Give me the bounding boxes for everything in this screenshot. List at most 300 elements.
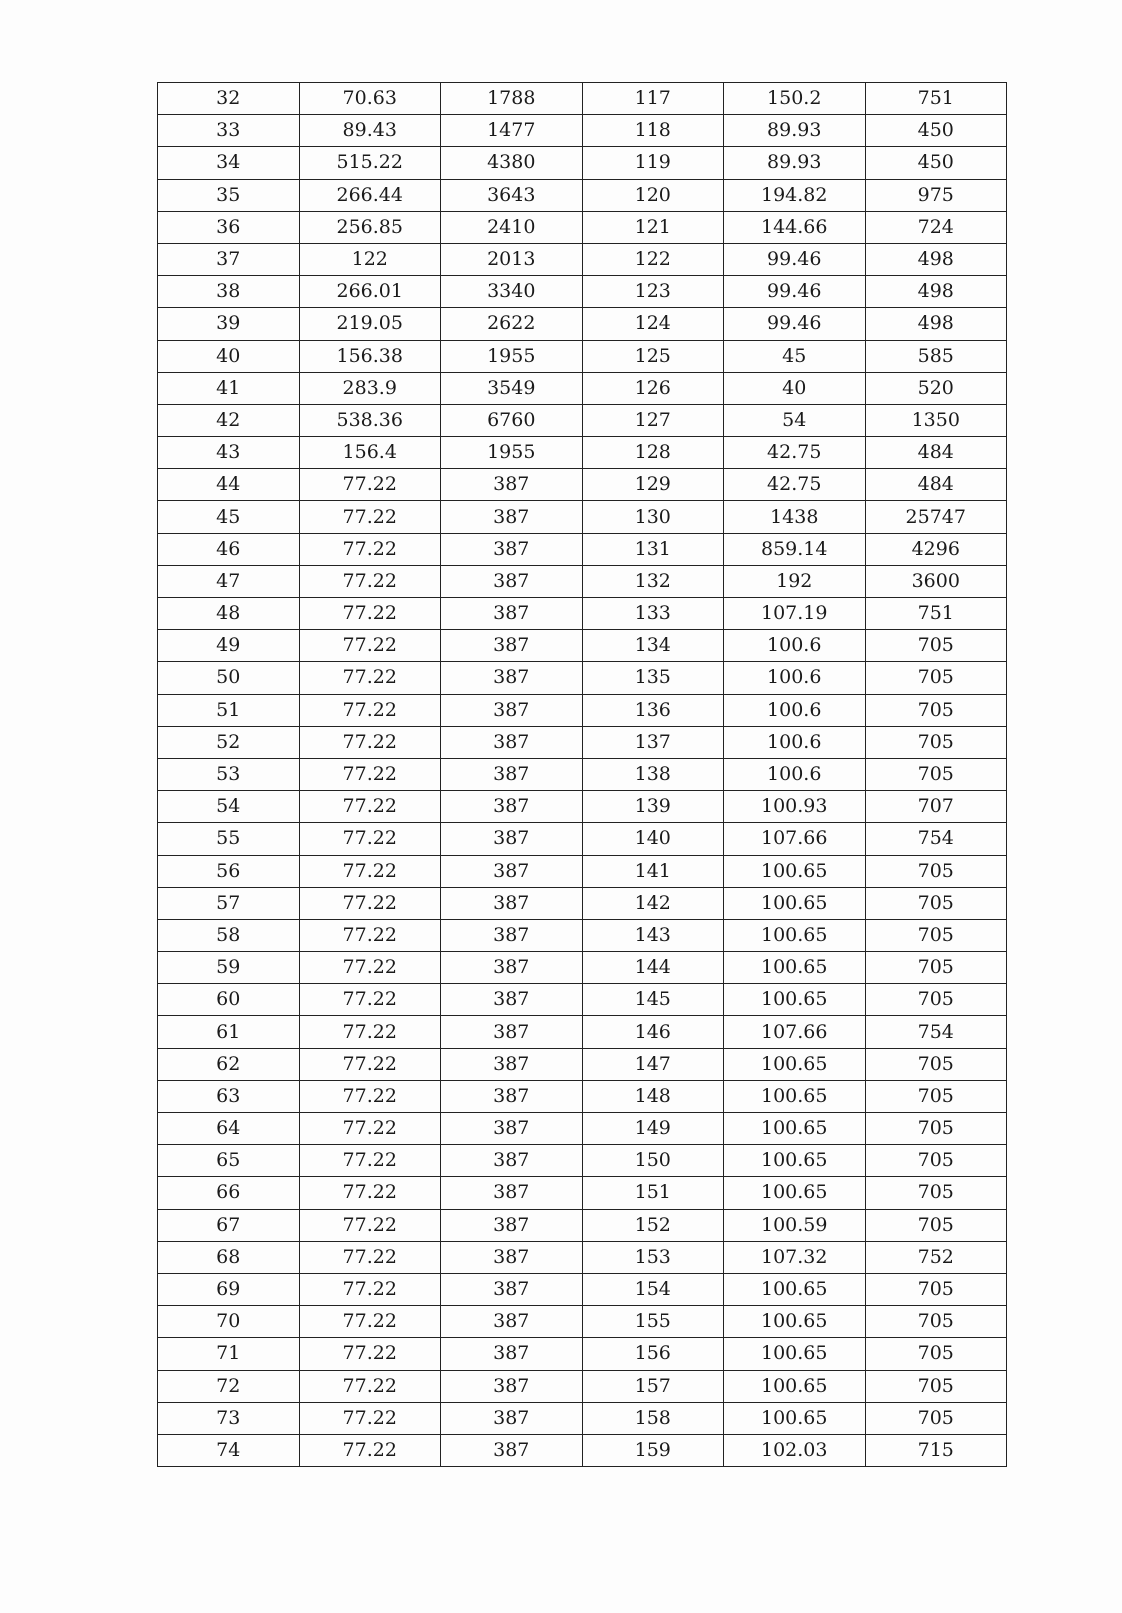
table-cell: 705 bbox=[865, 1306, 1007, 1338]
table-cell: 2013 bbox=[441, 243, 583, 275]
table-cell: 4296 bbox=[865, 533, 1007, 565]
table-cell: 266.01 bbox=[299, 276, 441, 308]
table-row bbox=[158, 758, 1007, 790]
table-cell: 387 bbox=[441, 1402, 583, 1434]
table-cell: 1955 bbox=[441, 437, 583, 469]
table-cell: 705 bbox=[865, 1273, 1007, 1305]
table-cell: 387 bbox=[441, 1209, 583, 1241]
table-cell: 77.22 bbox=[299, 1273, 441, 1305]
table-cell: 70.63 bbox=[299, 83, 441, 115]
table-cell: 89.93 bbox=[724, 115, 866, 147]
table-cell: 77.22 bbox=[299, 1306, 441, 1338]
table-cell: 89.93 bbox=[724, 147, 866, 179]
table-cell: 45 bbox=[158, 501, 300, 533]
table-cell: 122 bbox=[582, 243, 724, 275]
table-cell: 77.22 bbox=[299, 1241, 441, 1273]
table-cell: 387 bbox=[441, 919, 583, 951]
table-cell: 100.6 bbox=[724, 694, 866, 726]
table-cell: 72 bbox=[158, 1370, 300, 1402]
table-row bbox=[158, 694, 1007, 726]
table-cell: 100.65 bbox=[724, 919, 866, 951]
table-cell: 194.82 bbox=[724, 179, 866, 211]
table-cell: 135 bbox=[582, 662, 724, 694]
table-cell: 71 bbox=[158, 1338, 300, 1370]
table-cell: 77.22 bbox=[299, 662, 441, 694]
table-cell: 387 bbox=[441, 662, 583, 694]
table-cell: 387 bbox=[441, 1434, 583, 1466]
table-row bbox=[158, 1177, 1007, 1209]
table-cell: 724 bbox=[865, 211, 1007, 243]
table-cell: 387 bbox=[441, 1080, 583, 1112]
table-cell: 156 bbox=[582, 1338, 724, 1370]
table-cell: 133 bbox=[582, 598, 724, 630]
table-cell: 48 bbox=[158, 598, 300, 630]
table-cell: 77.22 bbox=[299, 1080, 441, 1112]
table-row bbox=[158, 1306, 1007, 1338]
table-cell: 122 bbox=[299, 243, 441, 275]
table-cell: 387 bbox=[441, 533, 583, 565]
table-row bbox=[158, 243, 1007, 275]
table-cell: 77.22 bbox=[299, 758, 441, 790]
table-cell: 538.36 bbox=[299, 404, 441, 436]
table-row bbox=[158, 501, 1007, 533]
table-cell: 155 bbox=[582, 1306, 724, 1338]
table-cell: 6760 bbox=[441, 404, 583, 436]
table-cell: 752 bbox=[865, 1241, 1007, 1273]
table-row bbox=[158, 147, 1007, 179]
table-cell: 158 bbox=[582, 1402, 724, 1434]
table-cell: 266.44 bbox=[299, 179, 441, 211]
table-row bbox=[158, 1048, 1007, 1080]
table-cell: 77.22 bbox=[299, 1113, 441, 1145]
table-cell: 45 bbox=[724, 340, 866, 372]
table-cell: 142 bbox=[582, 887, 724, 919]
table-cell: 39 bbox=[158, 308, 300, 340]
data-table bbox=[157, 82, 1007, 1467]
table-cell: 77.22 bbox=[299, 1338, 441, 1370]
table-row bbox=[158, 952, 1007, 984]
table-cell: 705 bbox=[865, 855, 1007, 887]
table-cell: 40 bbox=[724, 372, 866, 404]
table-cell: 100.6 bbox=[724, 726, 866, 758]
table-cell: 77.22 bbox=[299, 630, 441, 662]
table-cell: 60 bbox=[158, 984, 300, 1016]
table-cell: 143 bbox=[582, 919, 724, 951]
table-cell: 130 bbox=[582, 501, 724, 533]
table-cell: 40 bbox=[158, 340, 300, 372]
table-cell: 46 bbox=[158, 533, 300, 565]
table-cell: 137 bbox=[582, 726, 724, 758]
table-cell: 1955 bbox=[441, 340, 583, 372]
table-cell: 100.65 bbox=[724, 1306, 866, 1338]
table-row bbox=[158, 791, 1007, 823]
table-row bbox=[158, 1145, 1007, 1177]
table-cell: 117 bbox=[582, 83, 724, 115]
table-cell: 387 bbox=[441, 694, 583, 726]
table-cell: 150.2 bbox=[724, 83, 866, 115]
table-cell: 77.22 bbox=[299, 501, 441, 533]
table-cell: 53 bbox=[158, 758, 300, 790]
table-cell: 387 bbox=[441, 1177, 583, 1209]
table-cell: 123 bbox=[582, 276, 724, 308]
table-cell: 1350 bbox=[865, 404, 1007, 436]
table-cell: 4380 bbox=[441, 147, 583, 179]
table-cell: 100.65 bbox=[724, 1177, 866, 1209]
table-cell: 128 bbox=[582, 437, 724, 469]
table-cell: 36 bbox=[158, 211, 300, 243]
table-cell: 77.22 bbox=[299, 1209, 441, 1241]
table-body bbox=[158, 83, 1007, 1467]
table-row bbox=[158, 1080, 1007, 1112]
table-cell: 77.22 bbox=[299, 1145, 441, 1177]
table-cell: 705 bbox=[865, 1080, 1007, 1112]
table-cell: 54 bbox=[158, 791, 300, 823]
table-row bbox=[158, 726, 1007, 758]
table-cell: 136 bbox=[582, 694, 724, 726]
table-cell: 705 bbox=[865, 952, 1007, 984]
table-cell: 77.22 bbox=[299, 984, 441, 1016]
table-cell: 387 bbox=[441, 823, 583, 855]
table-cell: 705 bbox=[865, 758, 1007, 790]
table-cell: 498 bbox=[865, 276, 1007, 308]
table-cell: 1788 bbox=[441, 83, 583, 115]
table-cell: 66 bbox=[158, 1177, 300, 1209]
table-cell: 124 bbox=[582, 308, 724, 340]
table-cell: 3643 bbox=[441, 179, 583, 211]
table-row bbox=[158, 83, 1007, 115]
table-cell: 77.22 bbox=[299, 887, 441, 919]
table-cell: 2410 bbox=[441, 211, 583, 243]
table-cell: 33 bbox=[158, 115, 300, 147]
table-cell: 107.66 bbox=[724, 1016, 866, 1048]
table-cell: 67 bbox=[158, 1209, 300, 1241]
table-cell: 100.65 bbox=[724, 887, 866, 919]
table-row bbox=[158, 1241, 1007, 1273]
table-cell: 387 bbox=[441, 565, 583, 597]
table-cell: 387 bbox=[441, 469, 583, 501]
table-cell: 159 bbox=[582, 1434, 724, 1466]
table-cell: 56 bbox=[158, 855, 300, 887]
table-cell: 57 bbox=[158, 887, 300, 919]
table-cell: 134 bbox=[582, 630, 724, 662]
table-row bbox=[158, 1209, 1007, 1241]
table-cell: 149 bbox=[582, 1113, 724, 1145]
table-cell: 387 bbox=[441, 1241, 583, 1273]
table-cell: 387 bbox=[441, 855, 583, 887]
table-cell: 146 bbox=[582, 1016, 724, 1048]
table-cell: 49 bbox=[158, 630, 300, 662]
table-cell: 77.22 bbox=[299, 598, 441, 630]
table-cell: 55 bbox=[158, 823, 300, 855]
table-cell: 77.22 bbox=[299, 1370, 441, 1402]
table-cell: 100.65 bbox=[724, 1080, 866, 1112]
table-cell: 387 bbox=[441, 758, 583, 790]
table-row bbox=[158, 887, 1007, 919]
table-row bbox=[158, 598, 1007, 630]
table-cell: 119 bbox=[582, 147, 724, 179]
table-cell: 705 bbox=[865, 1145, 1007, 1177]
table-cell: 450 bbox=[865, 147, 1007, 179]
table-cell: 61 bbox=[158, 1016, 300, 1048]
table-cell: 705 bbox=[865, 919, 1007, 951]
table-cell: 256.85 bbox=[299, 211, 441, 243]
table-cell: 43 bbox=[158, 437, 300, 469]
table-cell: 42.75 bbox=[724, 437, 866, 469]
table-row bbox=[158, 823, 1007, 855]
table-cell: 141 bbox=[582, 855, 724, 887]
table-cell: 77.22 bbox=[299, 1434, 441, 1466]
table-cell: 140 bbox=[582, 823, 724, 855]
table-cell: 64 bbox=[158, 1113, 300, 1145]
table-row bbox=[158, 115, 1007, 147]
table-cell: 77.22 bbox=[299, 823, 441, 855]
table-cell: 107.66 bbox=[724, 823, 866, 855]
table-cell: 107.32 bbox=[724, 1241, 866, 1273]
table-row bbox=[158, 984, 1007, 1016]
table-cell: 154 bbox=[582, 1273, 724, 1305]
table-cell: 144 bbox=[582, 952, 724, 984]
table-row bbox=[158, 662, 1007, 694]
table-cell: 131 bbox=[582, 533, 724, 565]
table-cell: 387 bbox=[441, 1338, 583, 1370]
table-cell: 387 bbox=[441, 984, 583, 1016]
table-row bbox=[158, 565, 1007, 597]
table-cell: 70 bbox=[158, 1306, 300, 1338]
table-cell: 52 bbox=[158, 726, 300, 758]
table-row bbox=[158, 919, 1007, 951]
table-cell: 387 bbox=[441, 791, 583, 823]
table-cell: 126 bbox=[582, 372, 724, 404]
table-cell: 102.03 bbox=[724, 1434, 866, 1466]
table-cell: 705 bbox=[865, 694, 1007, 726]
table-cell: 32 bbox=[158, 83, 300, 115]
table-cell: 44 bbox=[158, 469, 300, 501]
table-row bbox=[158, 372, 1007, 404]
table-cell: 51 bbox=[158, 694, 300, 726]
table-cell: 100.65 bbox=[724, 952, 866, 984]
table-cell: 387 bbox=[441, 501, 583, 533]
table-cell: 151 bbox=[582, 1177, 724, 1209]
table-cell: 74 bbox=[158, 1434, 300, 1466]
table-cell: 100.6 bbox=[724, 662, 866, 694]
table-cell: 38 bbox=[158, 276, 300, 308]
table-cell: 120 bbox=[582, 179, 724, 211]
table-cell: 65 bbox=[158, 1145, 300, 1177]
table-cell: 3600 bbox=[865, 565, 1007, 597]
table-cell: 100.6 bbox=[724, 630, 866, 662]
table-cell: 77.22 bbox=[299, 1177, 441, 1209]
table-row bbox=[158, 533, 1007, 565]
table-cell: 73 bbox=[158, 1402, 300, 1434]
table-cell: 99.46 bbox=[724, 243, 866, 275]
table-cell: 705 bbox=[865, 1209, 1007, 1241]
table-cell: 99.46 bbox=[724, 308, 866, 340]
table-cell: 520 bbox=[865, 372, 1007, 404]
table-cell: 99.46 bbox=[724, 276, 866, 308]
table-cell: 77.22 bbox=[299, 919, 441, 951]
table-cell: 42.75 bbox=[724, 469, 866, 501]
table-cell: 100.65 bbox=[724, 1113, 866, 1145]
table-cell: 157 bbox=[582, 1370, 724, 1402]
table-cell: 2622 bbox=[441, 308, 583, 340]
table-cell: 77.22 bbox=[299, 952, 441, 984]
table-row bbox=[158, 404, 1007, 436]
table-cell: 705 bbox=[865, 1177, 1007, 1209]
table-cell: 100.93 bbox=[724, 791, 866, 823]
table-cell: 975 bbox=[865, 179, 1007, 211]
table-cell: 77.22 bbox=[299, 469, 441, 501]
table-cell: 25747 bbox=[865, 501, 1007, 533]
table-cell: 34 bbox=[158, 147, 300, 179]
table-cell: 77.22 bbox=[299, 1402, 441, 1434]
table-row bbox=[158, 469, 1007, 501]
table-cell: 707 bbox=[865, 791, 1007, 823]
table-cell: 859.14 bbox=[724, 533, 866, 565]
table-cell: 148 bbox=[582, 1080, 724, 1112]
table-cell: 42 bbox=[158, 404, 300, 436]
table-cell: 100.65 bbox=[724, 1145, 866, 1177]
table-cell: 387 bbox=[441, 887, 583, 919]
table-cell: 132 bbox=[582, 565, 724, 597]
table-cell: 585 bbox=[865, 340, 1007, 372]
table-row bbox=[158, 276, 1007, 308]
table-cell: 387 bbox=[441, 630, 583, 662]
table-cell: 387 bbox=[441, 1016, 583, 1048]
table-row bbox=[158, 1273, 1007, 1305]
table-cell: 127 bbox=[582, 404, 724, 436]
table-row bbox=[158, 1113, 1007, 1145]
table-cell: 129 bbox=[582, 469, 724, 501]
table-cell: 484 bbox=[865, 437, 1007, 469]
table-cell: 3340 bbox=[441, 276, 583, 308]
table-cell: 754 bbox=[865, 823, 1007, 855]
table-cell: 450 bbox=[865, 115, 1007, 147]
table-cell: 100.65 bbox=[724, 855, 866, 887]
table-cell: 705 bbox=[865, 1338, 1007, 1370]
table-cell: 150 bbox=[582, 1145, 724, 1177]
table-cell: 35 bbox=[158, 179, 300, 211]
table-cell: 156.38 bbox=[299, 340, 441, 372]
table-row bbox=[158, 340, 1007, 372]
table-cell: 751 bbox=[865, 83, 1007, 115]
table-cell: 68 bbox=[158, 1241, 300, 1273]
table-cell: 107.19 bbox=[724, 598, 866, 630]
table-cell: 54 bbox=[724, 404, 866, 436]
table-cell: 705 bbox=[865, 1370, 1007, 1402]
table-cell: 145 bbox=[582, 984, 724, 1016]
table-cell: 62 bbox=[158, 1048, 300, 1080]
table-cell: 138 bbox=[582, 758, 724, 790]
table-cell: 219.05 bbox=[299, 308, 441, 340]
table-cell: 387 bbox=[441, 1273, 583, 1305]
table-cell: 77.22 bbox=[299, 1048, 441, 1080]
table-cell: 705 bbox=[865, 984, 1007, 1016]
table-cell: 147 bbox=[582, 1048, 724, 1080]
table-row bbox=[158, 179, 1007, 211]
table-cell: 705 bbox=[865, 1402, 1007, 1434]
table-cell: 156.4 bbox=[299, 437, 441, 469]
table-row bbox=[158, 855, 1007, 887]
table-row bbox=[158, 1370, 1007, 1402]
table-cell: 77.22 bbox=[299, 726, 441, 758]
table-cell: 705 bbox=[865, 887, 1007, 919]
table-cell: 387 bbox=[441, 726, 583, 758]
table-cell: 192 bbox=[724, 565, 866, 597]
table-row bbox=[158, 1434, 1007, 1466]
table-cell: 387 bbox=[441, 598, 583, 630]
table-cell: 715 bbox=[865, 1434, 1007, 1466]
table-row bbox=[158, 630, 1007, 662]
table-cell: 100.59 bbox=[724, 1209, 866, 1241]
table-cell: 705 bbox=[865, 1113, 1007, 1145]
table-cell: 387 bbox=[441, 1370, 583, 1402]
table-cell: 705 bbox=[865, 1048, 1007, 1080]
table-cell: 3549 bbox=[441, 372, 583, 404]
table-row bbox=[158, 1338, 1007, 1370]
table-cell: 118 bbox=[582, 115, 724, 147]
table-cell: 77.22 bbox=[299, 791, 441, 823]
table-cell: 100.65 bbox=[724, 1370, 866, 1402]
table-cell: 751 bbox=[865, 598, 1007, 630]
table-cell: 77.22 bbox=[299, 533, 441, 565]
table-row bbox=[158, 1402, 1007, 1434]
table-cell: 89.43 bbox=[299, 115, 441, 147]
table-cell: 77.22 bbox=[299, 1016, 441, 1048]
table-row bbox=[158, 211, 1007, 243]
table-cell: 152 bbox=[582, 1209, 724, 1241]
table-cell: 754 bbox=[865, 1016, 1007, 1048]
table-row bbox=[158, 1016, 1007, 1048]
table-cell: 121 bbox=[582, 211, 724, 243]
table-row bbox=[158, 437, 1007, 469]
table-cell: 50 bbox=[158, 662, 300, 694]
table-cell: 58 bbox=[158, 919, 300, 951]
table-cell: 59 bbox=[158, 952, 300, 984]
table-cell: 100.65 bbox=[724, 1048, 866, 1080]
table-cell: 125 bbox=[582, 340, 724, 372]
table-cell: 41 bbox=[158, 372, 300, 404]
table-cell: 47 bbox=[158, 565, 300, 597]
table-cell: 139 bbox=[582, 791, 724, 823]
table-row bbox=[158, 308, 1007, 340]
table-cell: 1477 bbox=[441, 115, 583, 147]
table-cell: 100.65 bbox=[724, 1402, 866, 1434]
table-cell: 705 bbox=[865, 662, 1007, 694]
table-cell: 63 bbox=[158, 1080, 300, 1112]
table-cell: 387 bbox=[441, 1113, 583, 1145]
table-cell: 283.9 bbox=[299, 372, 441, 404]
table-cell: 37 bbox=[158, 243, 300, 275]
table-cell: 498 bbox=[865, 308, 1007, 340]
table-cell: 77.22 bbox=[299, 565, 441, 597]
table-cell: 100.65 bbox=[724, 1338, 866, 1370]
table-cell: 387 bbox=[441, 1048, 583, 1080]
table-cell: 515.22 bbox=[299, 147, 441, 179]
table-cell: 100.65 bbox=[724, 1273, 866, 1305]
table-cell: 387 bbox=[441, 1145, 583, 1177]
table-cell: 705 bbox=[865, 726, 1007, 758]
table-cell: 100.6 bbox=[724, 758, 866, 790]
table-cell: 153 bbox=[582, 1241, 724, 1273]
table-cell: 387 bbox=[441, 1306, 583, 1338]
table-cell: 705 bbox=[865, 630, 1007, 662]
table-cell: 77.22 bbox=[299, 855, 441, 887]
table-cell: 484 bbox=[865, 469, 1007, 501]
table-cell: 69 bbox=[158, 1273, 300, 1305]
table-cell: 77.22 bbox=[299, 694, 441, 726]
table-cell: 100.65 bbox=[724, 984, 866, 1016]
table-cell: 144.66 bbox=[724, 211, 866, 243]
